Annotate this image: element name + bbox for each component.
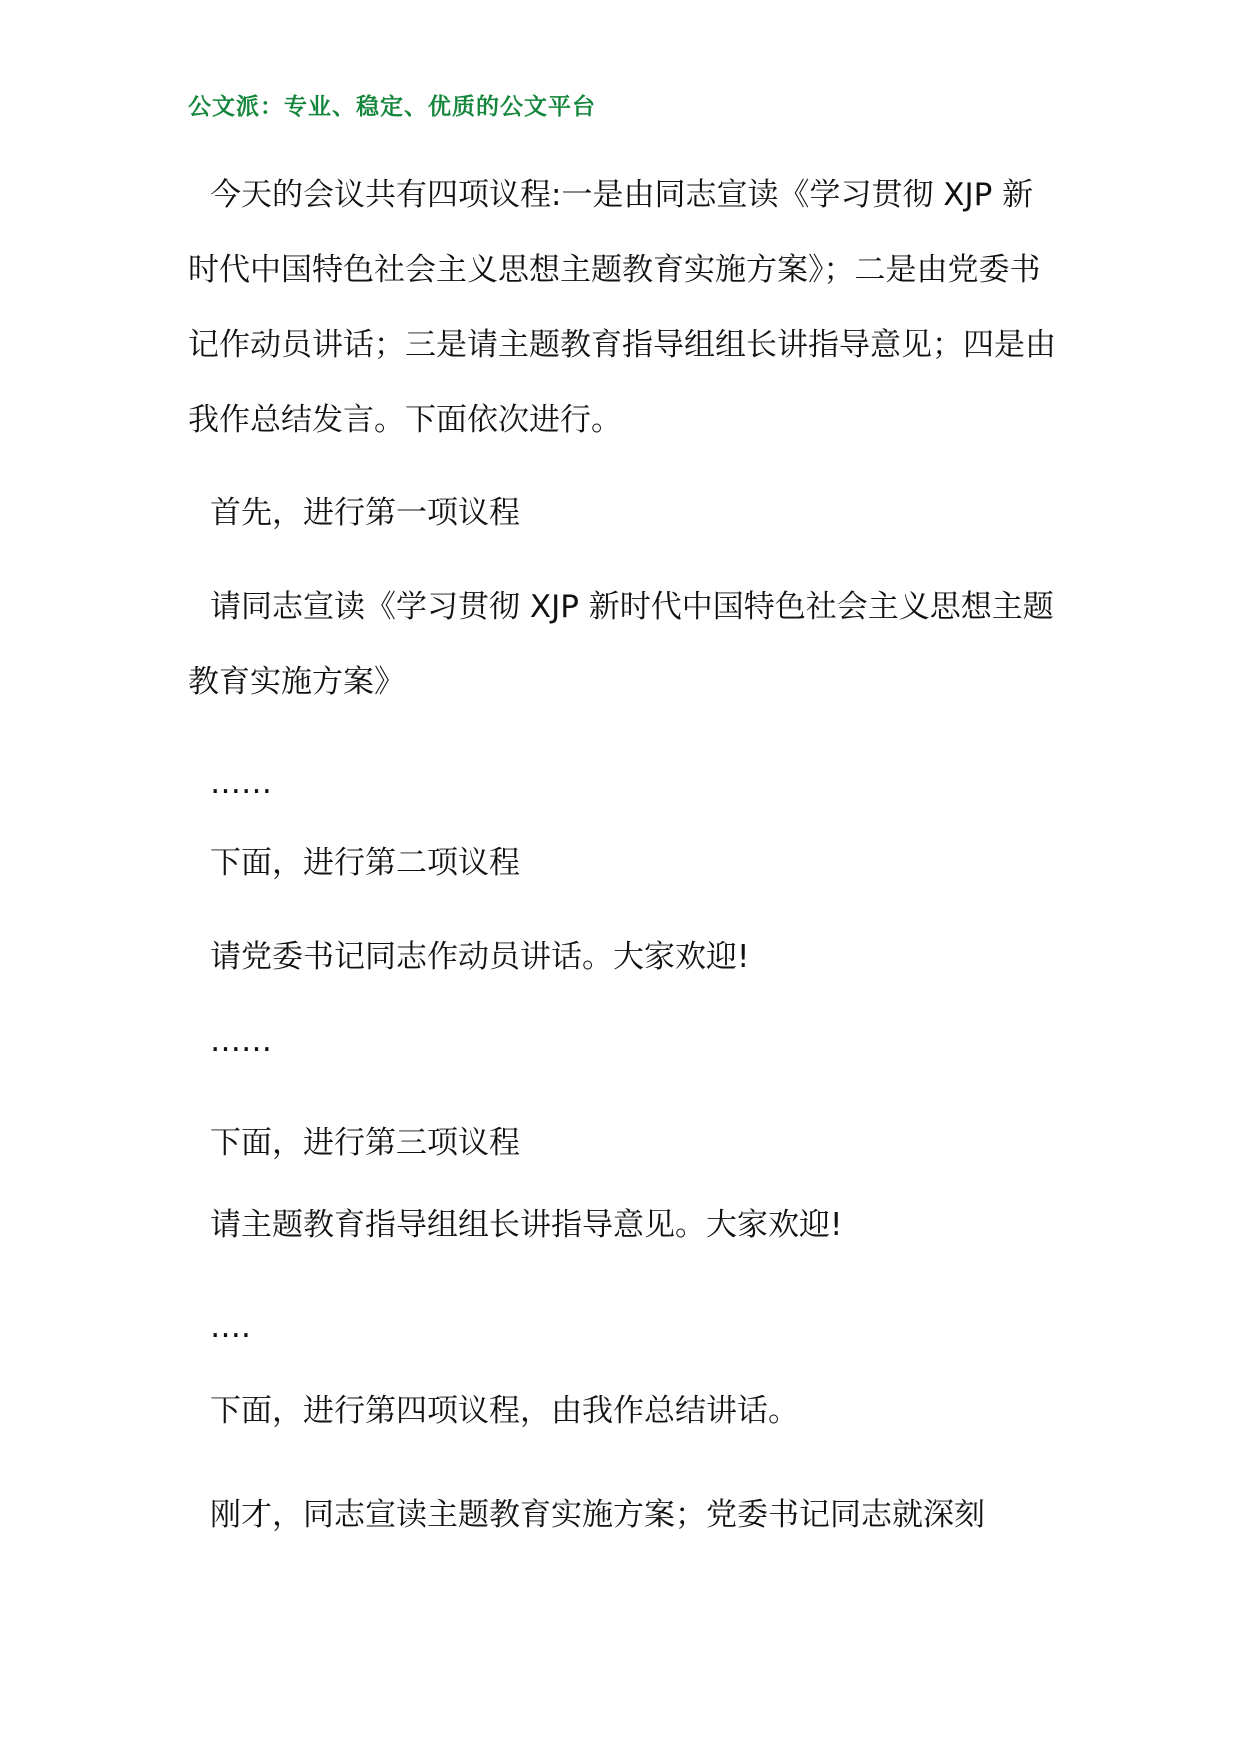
header-banner: 公文派：专业、稳定、优质的公文平台 <box>188 93 596 120</box>
paragraph-summary-start: 刚才，同志宣读主题教育实施方案；党委书记同志就深刻 <box>210 1497 985 1533</box>
paragraph-third-item: 下面，进行第三项议程 <box>210 1125 520 1161</box>
paragraph-fourth-item: 下面，进行第四项议程，由我作总结讲话。 <box>210 1393 799 1429</box>
paragraph-guidance-speech: 请主题教育指导组组长讲指导意见。大家欢迎! <box>210 1207 843 1243</box>
paragraph-ellipsis-2: …… <box>210 1023 272 1059</box>
paragraph-ellipsis-1: …… <box>210 765 272 801</box>
paragraph-ellipsis-3: …. <box>210 1309 251 1345</box>
paragraph-secretary-speech: 请党委书记同志作动员讲话。大家欢迎! <box>210 939 750 975</box>
paragraph-agenda-intro: 今天的会议共有四项议程:一是由同志宣读《学习贯彻 XJP 新时代中国特色社会主义思想主题教育实施方案》；二是由党委书记作动员讲话；三是请主题教育指导组组长讲指导意见；四是由我作总结发言。下面依次进行。 <box>188 177 1056 438</box>
paragraph-second-item: 下面，进行第二项议程 <box>210 845 520 881</box>
paragraph-read-plan: 请同志宣读《学习贯彻 XJP 新时代中国特色社会主义思想主题教育实施方案》 <box>188 589 1054 700</box>
paragraph-first-item: 首先，进行第一项议程 <box>210 495 520 531</box>
